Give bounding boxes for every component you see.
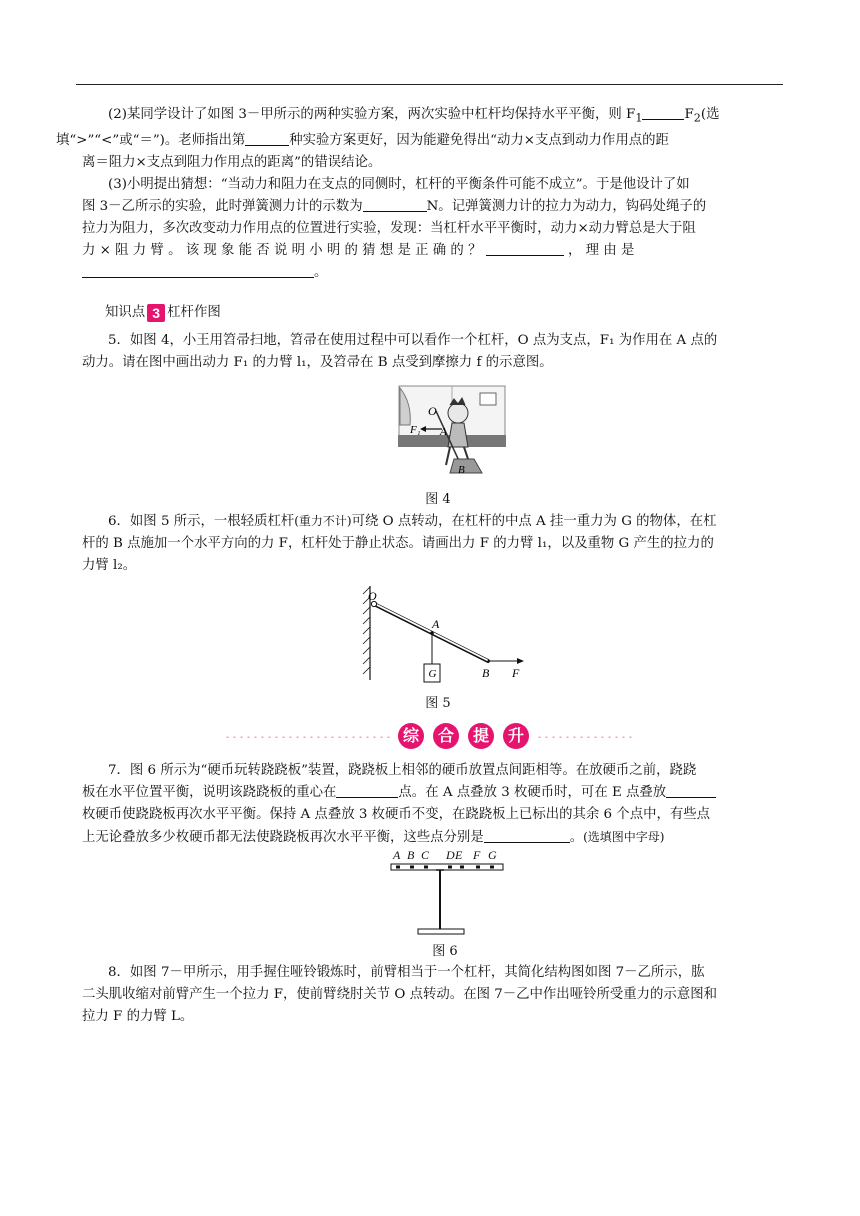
answer-blank-compare[interactable] (642, 105, 684, 120)
label-A: A (393, 848, 401, 862)
answer-blank-points[interactable] (484, 828, 570, 843)
wall-picture (480, 393, 496, 405)
seesaw-board (391, 864, 503, 870)
label-A: A (432, 617, 440, 631)
figure-6-caption: 图 6 (432, 944, 458, 959)
q5-text: 5．如图 4，小王用笤帚扫地，笤帚在使用过程中可以看作一个杠杆，O 点为支点，F₁ 为作用在 A 点的 动力。请在图中画出动力 F₁ 的力臂 l₁，及笤帚在 B 点受到摩擦力 f 的示意图。 (82, 333, 718, 370)
figure-4-sweeping (398, 385, 506, 477)
answer-blank-coins[interactable] (666, 783, 716, 798)
section-banner (224, 722, 634, 752)
figure-5-lever (360, 580, 530, 686)
banner-dots-left (224, 736, 392, 738)
section-heading: 知识点 3 杠杆作图 (105, 305, 221, 321)
label-D: D (446, 848, 455, 862)
q8-text: 8．如图 7－甲所示，用手握住哑铃锻炼时，前臂相当于一个杠杆，其简化结构图如图 7－乙所示，肱 二头肌收缩对前臂产生一个拉力 F，使前臂绕肘关节 O 点转动。在图 7－乙中作出哑铃所受重力的示意图和 拉力 F 的力臂 L。 (82, 965, 717, 1024)
q4-part3-text: (3)小明提出猜想：“当动力和阻力在支点的同侧时，杠杆的平衡条件可能不成立”。于是他设计了如 图 3－乙所示的实验，此时弹簧测力计的示数为 N。记弹簧测力计的拉力为动力，钩码处绳子的 拉力为阻力，多次改变动力作用点的位置进行实验，发现：当杠杆水平平衡时，动力×动力臂总是大于阻 力 × 阻 力 臂 。 该 现 象 能 否 说 明 小 明 的 猜 想 是 正 确 的 ？ ， 理 由 是 。 (82, 177, 707, 280)
q7-text: 7．图 6 所示为“硬币玩转跷跷板”装置，跷跷板上相邻的硬币放置点间距相等。在放硬币之前，跷跷 板在水平位置平衡，说明该跷跷板的重心在 点。在 A 点叠放 3 枚硬币时，可在 E 点叠放 枚硬币使跷跷板再次水平平衡。保持 A 点叠放 3 枚硬币不变，在跷跷板上已标出的其余 6 个点中，有些点 上无论叠放多少枚硬币都无法使跷跷板再次水平平衡，这些点分别是 。(选填图中字母) (82, 760, 782, 849)
base (418, 929, 464, 934)
banner-title (396, 722, 536, 752)
label-B: B (407, 848, 415, 862)
point-labels (392, 848, 497, 862)
label-C: C (421, 848, 430, 862)
answer-blank-reason[interactable] (82, 263, 314, 278)
q4-part2-text: (2)某同学设计了如图 3－甲所示的两种实验方案，两次实验中杠杆均保持水平平衡，则 $F_1$ $F_2$(选 填“>”“<”或“＝”)。老师指出第 种实验方案更好，因为能避免得出“动力×支点到动力作用点的距 离＝阻力×支点到阻力作用点的距离”的错误结论。 (56, 107, 720, 170)
banner-char-1: 综 (398, 723, 424, 749)
answer-blank-center[interactable] (336, 783, 398, 798)
banner-char-4: 升 (503, 723, 529, 749)
banner-char-2: 合 (433, 723, 459, 749)
figure-5-caption: 图 5 (425, 696, 451, 711)
header-rule (76, 84, 783, 85)
label-O: O (428, 404, 437, 418)
label-F1: F₁ (410, 424, 421, 436)
label-B: B (458, 464, 465, 476)
answer-blank-judge[interactable] (486, 241, 564, 256)
banner-char-3: 提 (468, 723, 494, 749)
label-G: G (428, 668, 437, 680)
label-O: O (368, 589, 377, 603)
q6-text: 6．如图 5 所示，一根轻质杠杆(重力不计)可绕 O 点转动，在杠杆的中点 A 挂一重力为 G 的物体，在杠 杆的 B 点施加一个水平方向的力 F，杠杆处于静止状态。请画出力 F 的力臂 l₁，以及重物 G 产生的拉力的 力臂 l₂。 (82, 514, 717, 573)
label-F: F (512, 666, 520, 680)
answer-blank-reading[interactable] (363, 197, 427, 212)
figure-4-caption: 图 4 (425, 492, 451, 507)
label-F: F (473, 848, 481, 862)
banner-dots-right (536, 736, 634, 738)
boy-head (448, 403, 468, 423)
figure-6-seesaw (388, 846, 506, 938)
label-B: B (482, 666, 490, 680)
label-A: A (440, 426, 447, 438)
answer-blank-scheme[interactable] (245, 131, 289, 146)
label-G: G (488, 848, 497, 862)
section-number-badge: 3 (147, 304, 165, 322)
label-E: E (455, 848, 463, 862)
